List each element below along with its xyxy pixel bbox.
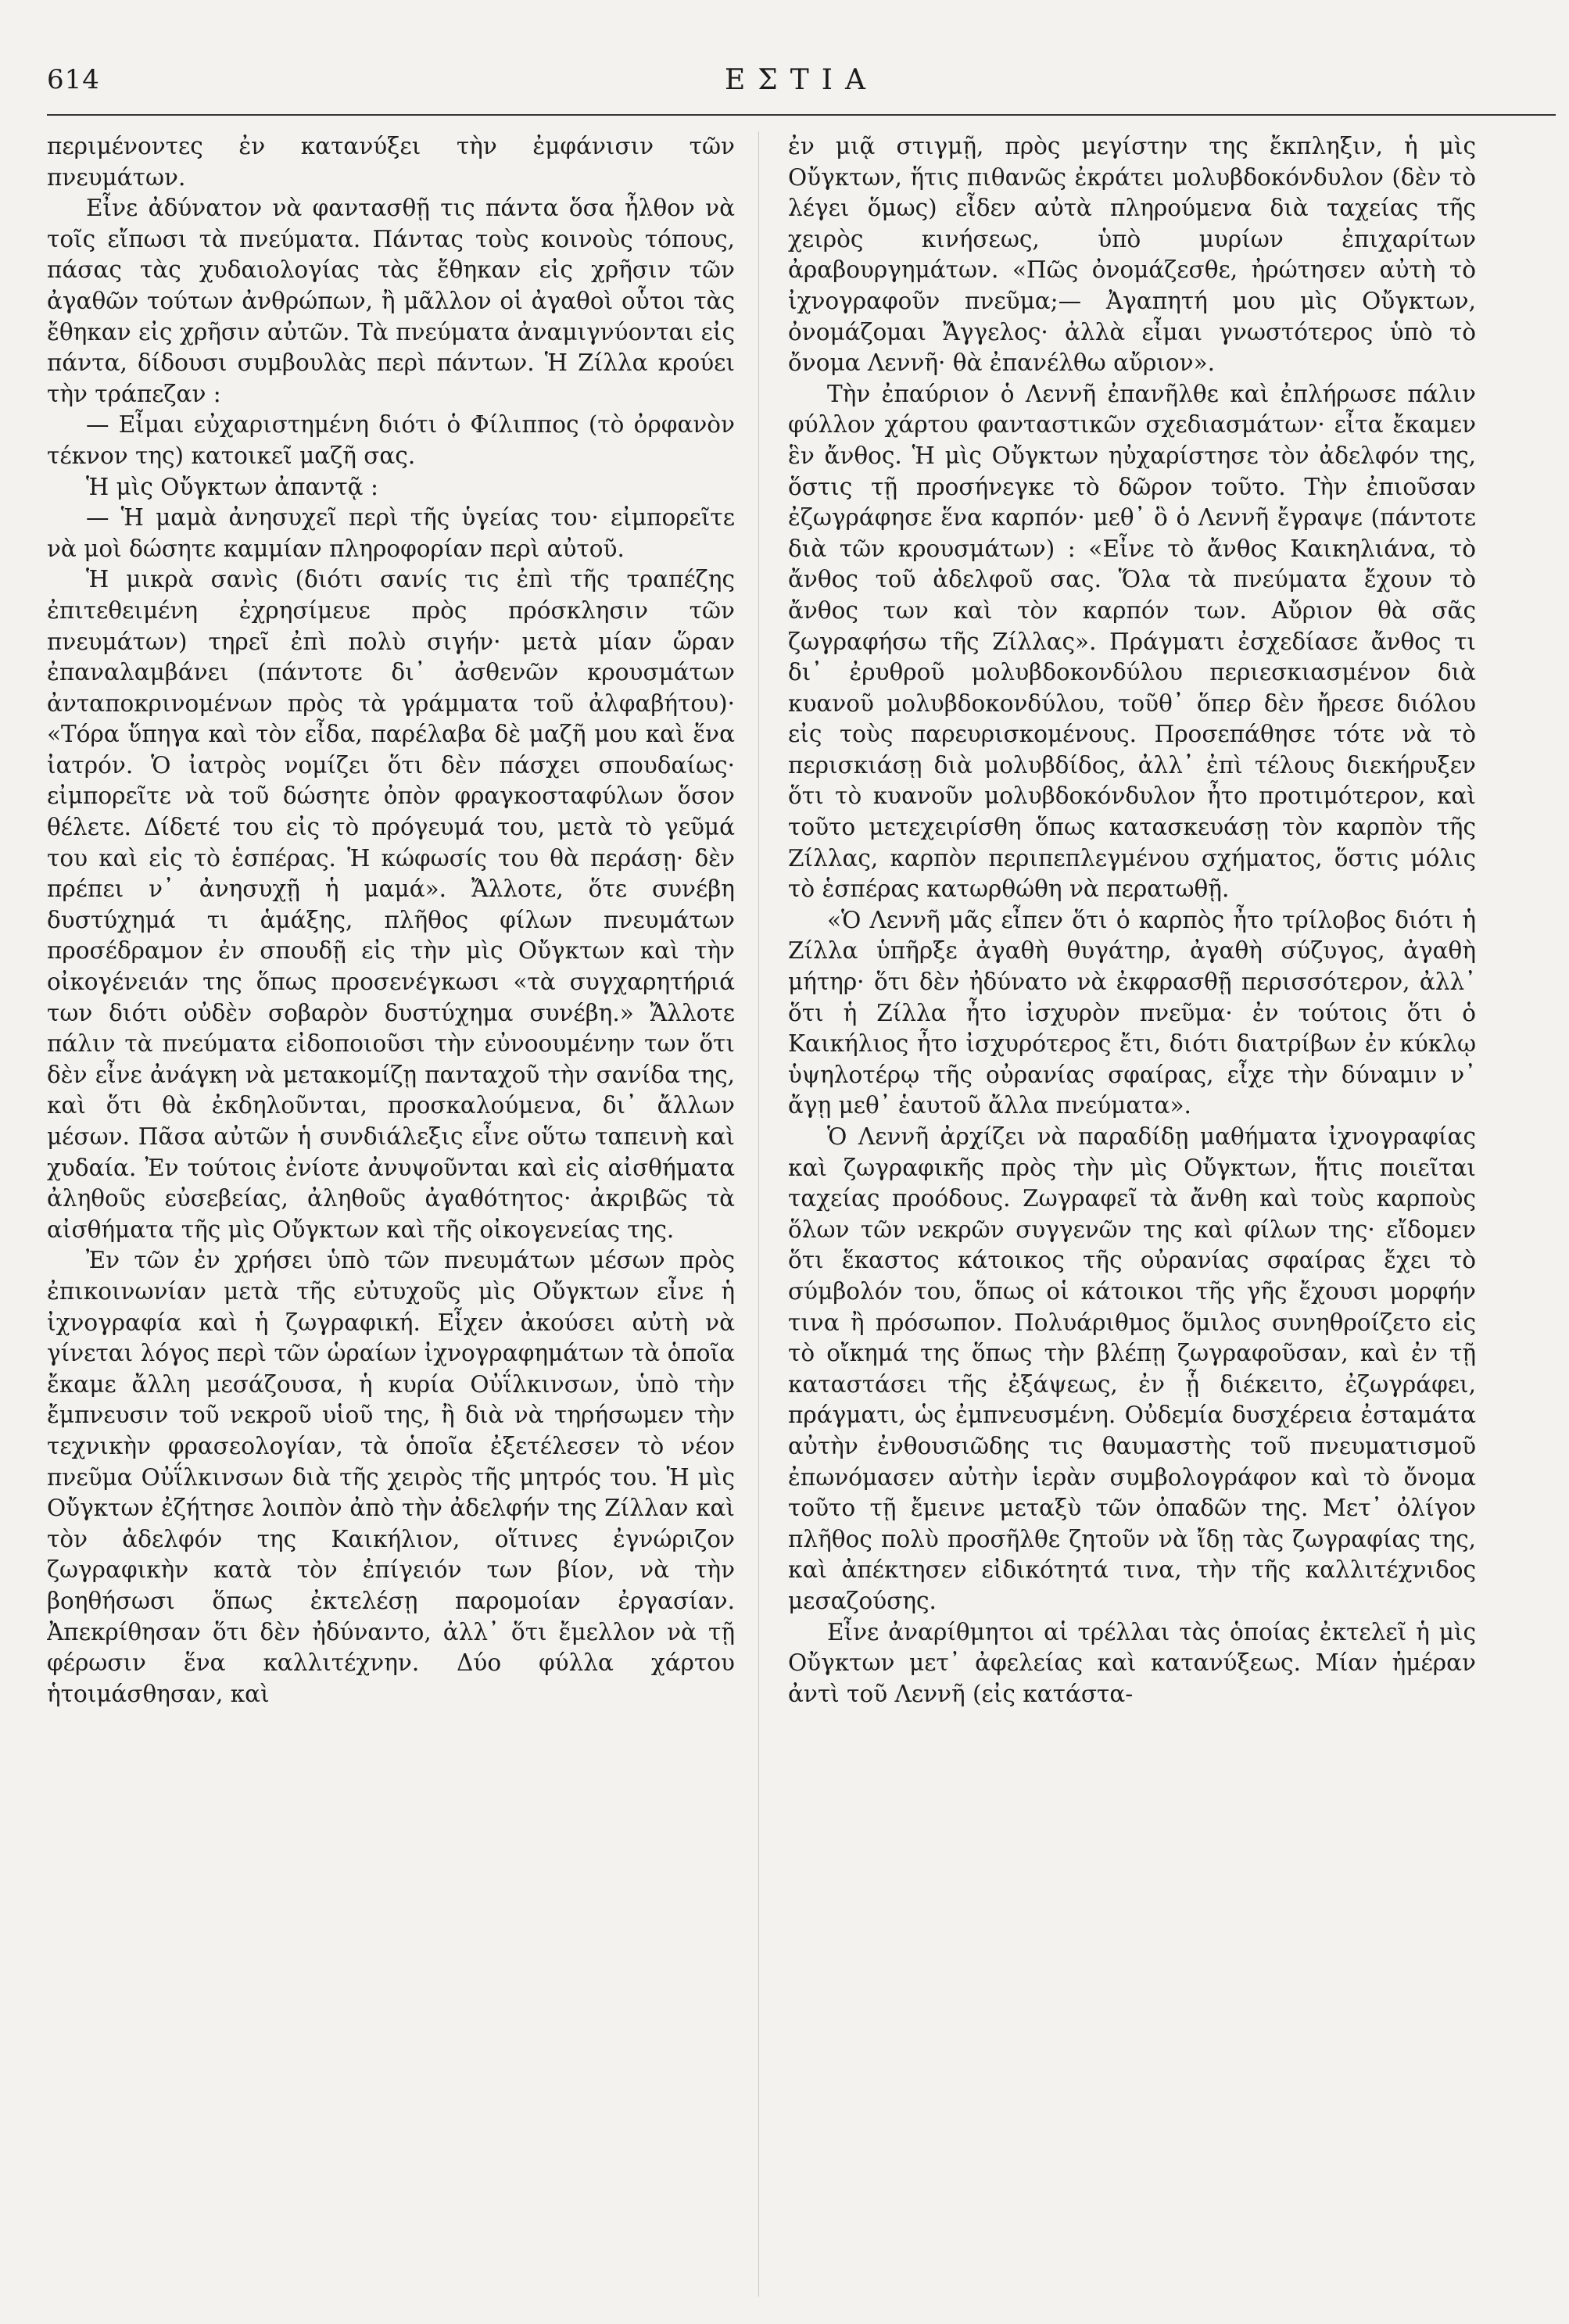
paragraph: «Ὁ Λεννῆ μᾶς εἶπεν ὅτι ὁ καρπὸς ἦτο τρίλοβος διότι ἡ Ζίλλα ὑπῆρξε ἀγαθὴ θυγάτηρ, ἀγαθὴ σύζυγος, ἀγαθὴ μήτηρ· ὅτι δὲν ἠδύνατο νὰ ἐκφρασθῇ περισσότερον, ἀλλ᾽ ὅτι ἡ Ζίλλα ἦτο ἰσχυρὸν πνεῦμα· ἐν τούτοις ὅτι ὁ Καικήλιος ἦτο ἰσχυρότερος ἔτι, διότι διατρίβων ἐν κύκλῳ ὑψηλοτέρῳ τῆς οὐρανίας σφαίρας, εἶχε τὴν δύναμιν ν᾽ ἄγῃ μεθ᾽ ἑαυτοῦ ἄλλα πνεύματα». (788, 906, 1476, 1119)
paragraph: Ἐν τῶν ἐν χρήσει ὑπὸ τῶν πνευμάτων μέσων πρὸς ἐπικοινωνίαν μετὰ τῆς εὐτυχοῦς μὶς Οὔγκτων εἶνε ἡ ἰχνογραφία καὶ ἡ ζωγραφική. Εἶχεν ἀκούσει αὐτὴ νὰ γίνεται λόγος περὶ τῶν ὡραίων ἰχνογραφημάτων τὰ ὁποῖα ἔκαμε ἄλλη μεσάζουσα, ἡ κυρία Οὐΐλκινσων, ὑπὸ τὴν ἔμπνευσιν τοῦ νεκροῦ υἱοῦ της, ἢ διὰ νὰ τηρήσωμεν τὴν τεχνικὴν φρασεολογίαν, τὰ ὁποῖα ἐξετέλεσεν τὸ νέον πνεῦμα Οὐΐλκινσων διὰ τῆς χειρὸς τῆς μητρός του. Ἡ μὶς Οὔγκτων ἐζήτησε λοιπὸν ἀπὸ τὴν ἀδελφήν της Ζίλλαν καὶ τὸν ἀδελφόν της Καικήλιον, οἵτινες ἐγνώριζον ζωγραφικὴν κατὰ τὸν ἐπίγειόν των βίον, νὰ τὴν βοηθήσωσι ὅπως ἐκτελέσῃ παρομοίαν ἐργασίαν. Ἀπεκρίθησαν ὅτι δὲν ἠδύναντο, ἀλλ᾽ ὅτι ἔμελλον νὰ τῇ φέρωσιν ἕνα καλλιτέχνην. Δύο φύλλα χάρτου ἡτοιμάσθησαν, καὶ (47, 1247, 735, 1707)
page-number: 614 (47, 64, 100, 95)
paragraph: Τὴν ἐπαύριον ὁ Λεννῆ ἐπανῆλθε καὶ ἐπλήρωσε πάλιν φύλλον χάρτου φανταστικῶν σχεδιασμάτων· εἶτα ἔκαμεν ἓν ἄνθος. Ἡ μὶς Οὔγκτων ηὐχαρίστησε τὸν ἀδελφόν της, ὅστις τῇ προσήνεγκε τὸ δῶρον τοῦτο. Τὴν ἐπιοῦσαν ἐζωγράφησε ἕνα καρπόν· μεθ᾽ ὃ ὁ Λεννῆ ἔγραψε (πάντοτε διὰ τῶν κρουσμάτων) : «Εἶνε τὸ ἄνθος Καικηλιάνα, τὸ ἄνθος τοῦ ἀδελφοῦ σας. Ὅλα τὰ πνεύματα ἔχουν τὸ ἄνθος των καὶ τὸν καρπόν των. Αὔριον θὰ σᾶς ζωγραφήσω τῆς Ζίλλας». Πράγματι ἐσχεδίασε ἄνθος τι δι᾽ ἐρυθροῦ μολυβδοκονδύλου περιεσκιασμένον διὰ κυανοῦ μολυβδοκονδύλου, τοῦθ᾽ ὅπερ δὲν ἤρεσε διόλου εἰς τοὺς παρευρισκομένους. Προσεπάθησε τότε νὰ τὸ περισκιάσῃ διὰ μολυβδίδος, ἀλλ᾽ ἐπὶ τέλους διεκήρυξεν ὅτι τὸ κυανοῦν μολυβδοκόνδυλον ἦτο προτιμότερον, καὶ τοῦτο μετεχειρίσθη ὅπως κατασκευάσῃ τὸν καρπὸν τῆς Ζίλλας, καρπὸν περιπεπλεγμένου σχήματος, ὅστις μόλις τὸ ἑσπέρας κατωρθώθη νὰ περατωθῇ. (788, 380, 1476, 903)
paragraph: Ἡ μὶς Οὔγκτων ἀπαντᾷ : (86, 473, 378, 500)
column-divider (758, 131, 759, 2297)
paragraph: Εἶνε ἀναρίθμητοι αἱ τρέλλαι τὰς ὁποίας ἐκτελεῖ ἡ μὶς Οὔγκτων μετ᾽ ἀφελείας καὶ κατανύξεως. Μίαν ἡμέραν ἀντὶ τοῦ Λεννῆ (εἰς κατάστα- (788, 1618, 1476, 1707)
page-header (47, 64, 1556, 111)
paragraph: Εἶνε ἀδύνατον νὰ φαντασθῇ τις πάντα ὅσα ἦλθον νὰ τοῖς εἴπωσι τὰ πνεύματα. Πάντας τοὺς κοινοὺς τόπους, πάσας τὰς χυδαιολογίας τὰς ἔθηκαν εἰς χρῆσιν τῶν ἀγαθῶν τούτων ἀνθρώπων, ἢ μᾶλλον οἱ ἀγαθοὶ οὗτοι τὰς ἔθηκαν εἰς χρῆσιν αὐτῶν. Τὰ πνεύματα ἀναμιγνύονται εἰς πάντα, δίδουσι συμβουλὰς περὶ πάντων. Ἡ Ζίλλα κρούει τὴν τράπεζαν : (47, 195, 735, 407)
paragraph: ἐν μιᾷ στιγμῇ, πρὸς μεγίστην της ἔκπληξιν, ἡ μὶς Οὔγκτων, ἥτις πιθανῶς ἐκράτει μολυβδοκόνδυλον (δὲν τὸ λέγει ὅμως) εἶδεν αὐτὰ πληρούμενα διὰ ταχείας τῆς χειρὸς κινήσεως, ὑπὸ μυρίων ἐπιχαρίτων ἀραβουργημάτων. «Πῶς ὀνομάζεσθε, ἠρώτησεν αὐτὴ τὸ ἰχνογραφοῦν πνεῦμα;— Ἀγαπητή μου μὶς Οὔγκτων, ὀνομάζομαι Ἄγγελος· ἀλλὰ εἶμαι γνωστότερος ὑπὸ τὸ ὄνομα Λεννῆ· θὰ ἐπανέλθω αὔριον». (788, 133, 1476, 377)
paragraph: — Ἡ μαμὰ ἀνησυχεῖ περὶ τῆς ὑγείας του· εἰμπορεῖτε νὰ μοὶ δώσητε καμμίαν πληροφορίαν περὶ αὐτοῦ. (47, 504, 735, 562)
header-rule (47, 114, 1556, 116)
running-title: ΕΣΤΙΑ (725, 64, 878, 96)
left-column (47, 131, 735, 2304)
paragraph: — Εἶμαι εὐχαριστημένη διότι ὁ Φίλιππος (τὸ ὀρφανὸν τέκνον της) κατοικεῖ μαζῆ σας. (47, 411, 735, 469)
paragraph: Ἡ μικρὰ σανὶς (διότι σανίς τις ἐπὶ τῆς τραπέζης ἐπιτεθειμένη ἐχρησίμευε πρὸς πρόσκλησιν τῶν πνευμάτων) τηρεῖ ἐπὶ πολὺ σιγήν· μετὰ μίαν ὥραν ἐπαναλαμβάνει (πάντοτε δι᾽ ἀσθενῶν κρουσμάτων ἀνταποκρινομένων πρὸς τὰ γράμματα τοῦ ἀλφαβήτου)· «Τόρα ὕπηγα καὶ τὸν εἶδα, παρέλαβα δὲ μαζῆ μου καὶ ἕνα ἰατρόν. Ὁ ἰατρὸς νομίζει ὅτι δὲν πάσχει σπουδαίως· εἰμπορεῖτε νὰ τοῦ δώσητε ὀπὸν φραγκοσταφύλων ὅσον θέλετε. Δίδετέ του εἰς τὸ πρόγευμά του, μετὰ τὸ γεῦμά του καὶ εἰς τὸ ἑσπέρας. Ἡ κώφωσίς του θὰ περάσῃ· δὲν πρέπει ν᾽ ἀνησυχῇ ἡ μαμά». Ἄλλοτε, ὅτε συνέβη δυστύχημά τι ἁμάξης, πλῆθος φίλων πνευμάτων προσέδραμον ἐν σπουδῇ εἰς τὴν μὶς Οὔγκτων καὶ τὴν οἰκογένειάν της ὅπως προσενέγκωσι «τὰ συγχαρητήριά των διότι οὐδὲν σοβαρὸν δυστύχημα συνέβη.» Ἄλλοτε πάλιν τὰ πνεύματα εἰδοποιοῦσι τὴν εὐνοουμένην των ὅτι δὲν εἶνε ἀνάγκη νὰ μετακομίζῃ πανταχοῦ τὴν σανίδα της, καὶ ὅτι θὰ ἐκδηλοῦνται, προσκαλούμενα, δι᾽ ἄλλων μέσων. Πᾶσα αὐτῶν ἡ συνδιάλεξις εἶνε οὕτω ταπεινὴ καὶ χυδαία. Ἐν τούτοις ἐνίοτε ἀνυψοῦνται καὶ εἰς αἰσθήματα ἀληθοῦς εὐσεβείας, ἀληθοῦς ἀγαθότητος· ἀκριβῶς τὰ αἰσθήματα τῆς μὶς Οὔγκτων καὶ τῆς οἰκογενείας της. (47, 566, 735, 1243)
right-column (788, 131, 1476, 2304)
paragraph: Ὁ Λεννῆ ἀρχίζει νὰ παραδίδῃ μαθήματα ἰχνογραφίας καὶ ζωγραφικῆς πρὸς τὴν μὶς Οὔγκτων, ἥτις ποιεῖται ταχείας προόδους. Ζωγραφεῖ τὰ ἄνθη καὶ τοὺς καρποὺς ὅλων τῶν νεκρῶν συγγενῶν της καὶ φίλων της· εἴδομεν ὅτι ἕκαστος κάτοικος τῆς οὐρανίας σφαίρας ἔχει τὸ σύμβολόν του, ὅπως οἱ κάτοικοι τῆς γῆς ἔχουσι μορφήν τινα ἢ πρόσωπον. Πολυάριθμος ὅμιλος συνηθροίζετο εἰς τὸ οἴκημά της ὅπως τὴν βλέπῃ ζωγραφοῦσαν, καὶ ἐν τῇ καταστάσει τῆς ἐξάψεως, ἐν ᾗ διέκειτο, ἐζωγράφει, πράγματι, ὡς ἐμπνευσμένη. Οὐδεμία δυσχέρεια ἐσταμάτα αὐτὴν ἐνθουσιῶδης τις θαυμαστὴς τοῦ πνευματισμοῦ ἐπωνόμασεν αὐτὴν ἱερὰν συμβολογράφον καὶ τὸ ὄνομα τοῦτο τῇ ἔμεινε μεταξὺ τῶν ὀπαδῶν της. Μετ᾽ ὀλίγον πλῆθος πολὺ προσῆλθε ζητοῦν νὰ ἴδῃ τὰς ζωγραφίας της, καὶ ἀπέκτησεν εἰδικότητά τινα, τὴν τῆς καλλιτέχνιδος μεσαζούσης. (788, 1123, 1476, 1614)
paragraph: περιμένοντες ἐν κατανύξει τὴν ἐμφάνισιν τῶν πνευμάτων. (47, 133, 735, 191)
